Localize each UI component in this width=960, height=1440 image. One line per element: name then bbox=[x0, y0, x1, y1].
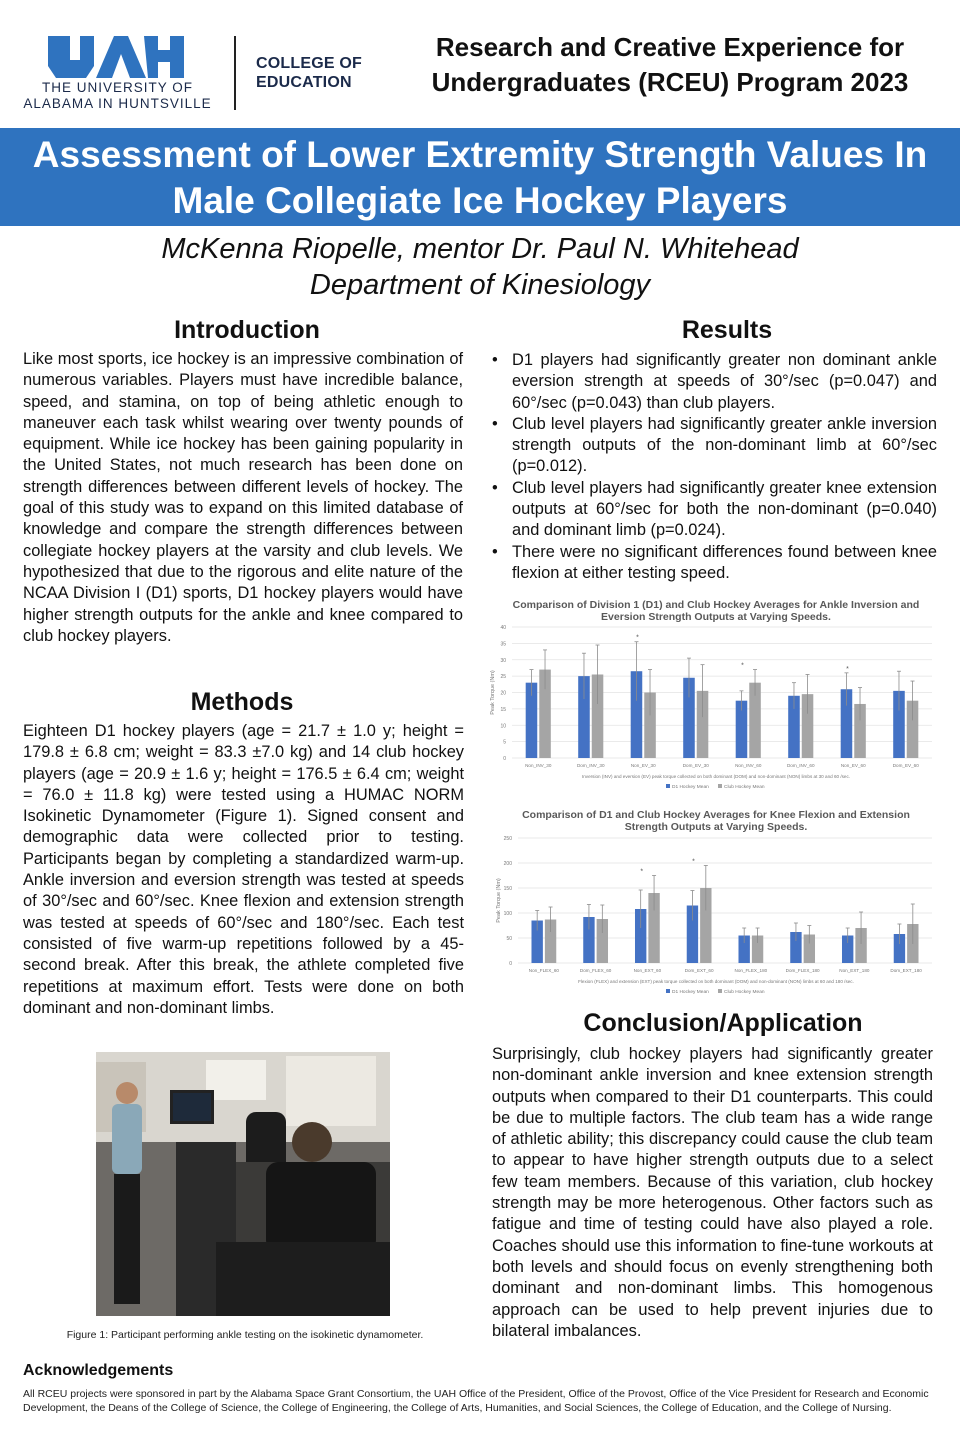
results-heading: Results bbox=[681, 316, 773, 344]
results-bullet: • Club level players had significantly greater ankle inversion strength outputs of the non-dominant limb at 60°/sec (p=0.012). bbox=[492, 414, 937, 478]
legend-swatch bbox=[666, 989, 670, 993]
program-title-line2: Undergraduates (RCEU) Program 2023 bbox=[431, 67, 909, 97]
x-tick-label: Non_EXT_180 bbox=[839, 968, 870, 973]
results-bullet: • Club level players had significantly greater knee extension outputs at 60°/sec for both the non-dominant (p=0.040) and dominant limb (p=0.024). bbox=[492, 478, 937, 542]
acknowledgements-text: All RCEU projects were sponsored in part by the Alabama Space Grant Consortium, the UAH Office of the President, Office of the Provost, Office of the Vice President for Research and Economic Development, the Deans of the College of Science, the College of Engineering, the College of Arts, Humanities, and Social Sciences, the College of Education, and the College of Nursing. bbox=[23, 1388, 929, 1414]
department-line: Department of Kinesiology bbox=[309, 269, 651, 301]
y-tick-label: 10 bbox=[500, 723, 506, 730]
poster-title-line1: Assessment of Lower Extremity Strength Values In bbox=[32, 134, 928, 175]
legend-label: Club Hockey Mean bbox=[724, 990, 765, 995]
methods-text: Eighteen D1 hockey players (age = 21.7 ± 1.0 y; height = 179.8 ± 6.8 cm; weight = 83.3 ±7.0 kg) and 14 club hockey players (age = 20.9 ± 1.6 y; height = 176.5 ± 6.4 cm; weight = 76.0 ± 11.8 kg) were tested using a HUMAC NORM Isokinetic Dynamometer (Figure 1). Signed consent and demographic data were collected prior to testing. Participants began by completing a standardized warm-up. Ankle inversion and eversion strength was tested at speeds of 30°/sec and 60°/sec. Knee flexion and extension strength was tested at speeds of 60°/sec and 180°/sec. Each test consisted of five warm-up repetitions followed by a 45-second break. After this break, the athlete completed five repetitions at maximum effort. Tests were done on both dominant and non-dominant limbs. bbox=[23, 722, 464, 1017]
y-tick-label: 15 bbox=[500, 706, 506, 713]
results-bullet: • There were no significant differences found between knee flexion at either testing speed. bbox=[492, 542, 937, 585]
x-tick-label: Non_EXT_60 bbox=[633, 968, 662, 973]
university-name-line1: THE UNIVERSITY OF bbox=[41, 80, 194, 95]
conclusion-heading: Conclusion/Application bbox=[583, 1009, 863, 1037]
x-tick-label: Dom_EXT_60 bbox=[684, 968, 714, 973]
chart-subtitle: Inversion (INV) and eversion (EV) peak torque collected on both dominant (DOM) and non-dominant (NON) limbs at 30 and 60 /sec. bbox=[581, 774, 851, 779]
x-tick-label: Dom_INV_60 bbox=[786, 763, 815, 768]
y-tick-label: 100 bbox=[503, 911, 512, 917]
significance-mark: * bbox=[741, 662, 744, 670]
y-tick-label: 30 bbox=[500, 657, 506, 664]
legend-swatch bbox=[666, 784, 670, 788]
significance-mark: * bbox=[636, 634, 639, 642]
knee-strength-chart bbox=[488, 806, 944, 1002]
chart-title: Comparison of Division 1 (D1) and Club Hockey Averages for Ankle Inversion and Eversion Strength Outputs at Varying Speeds. bbox=[512, 599, 920, 623]
x-tick-label: Dom_INV_30 bbox=[576, 763, 605, 768]
university-name-line2: ALABAMA IN HUNTSVILLE bbox=[23, 96, 212, 111]
header-divider bbox=[234, 36, 236, 110]
chart-subtitle: Flexion (FLEX) and extension (EXT) peak torque collected on both dominant (DOM) and non-dominant (NON) limbs at 60 and 180 /sec. bbox=[578, 979, 854, 984]
legend-swatch bbox=[718, 784, 722, 788]
introduction-heading: Introduction bbox=[174, 316, 320, 344]
x-tick-label: Non_FLEX_180 bbox=[734, 968, 768, 973]
x-tick-label: Dom_FLEX_180 bbox=[785, 968, 820, 973]
figure1-photo bbox=[96, 1052, 390, 1316]
author-line: McKenna Riopelle, mentor Dr. Paul N. Whitehead bbox=[161, 233, 799, 265]
y-tick-label: 0 bbox=[503, 756, 506, 762]
y-tick-label: 5 bbox=[503, 739, 506, 746]
results-list bbox=[492, 350, 937, 584]
conclusion-text: Surprisingly, club hockey players had significantly greater non-dominant ankle inversion and knee extension strength outputs when compared to their D1 counterparts. This could be due to multiple factors. The club team has a wide range of athletic ability; this discrepancy could cause the club team to appear to have higher strength outputs due to a select few team members. Because of this variation, club hockey strength may be more heterogenous. Other factors such as fatigue and time of testing could have also played a role. Coaches should use this information to fine-tune workouts at both levels and should focus on evenly strengthening both dominant and non-dominant limbs. This homogenous approach can be used to help prevent injuries due to bilateral imbalances. bbox=[492, 1045, 933, 1340]
y-tick-label: 20 bbox=[500, 690, 506, 697]
poster-title-line2: Male Collegiate Ice Hockey Players bbox=[172, 180, 788, 221]
chart-title: Comparison of D1 and Club Hockey Averages for Knee Flexion and Extension Strength Outputs at Varying Speeds. bbox=[522, 809, 910, 833]
uah-logo-icon bbox=[48, 36, 184, 78]
y-tick-label: 0 bbox=[509, 961, 512, 967]
ankle-strength-chart bbox=[488, 596, 944, 798]
results-bullet: • D1 players had significantly greater non dominant ankle eversion strength at speeds of 30°/sec (p=0.047) and 60°/sec (p=0.043) than club players. bbox=[492, 350, 937, 414]
x-tick-label: Dom_EV_60 bbox=[892, 763, 919, 768]
x-tick-label: Non_INV_60 bbox=[735, 763, 762, 768]
x-tick-label: Dom_EV_30 bbox=[682, 763, 709, 768]
significance-mark: * bbox=[692, 858, 695, 866]
x-tick-label: Non_FLEX_60 bbox=[528, 968, 559, 973]
legend-label: Club Hockey Mean bbox=[724, 785, 765, 790]
y-tick-label: 200 bbox=[503, 861, 512, 867]
y-tick-label: 25 bbox=[500, 674, 506, 681]
acknowledgements-heading: Acknowledgements bbox=[23, 1362, 174, 1379]
significance-mark: * bbox=[640, 868, 644, 876]
y-tick-label: 40 bbox=[500, 625, 506, 631]
x-tick-label: Non_EV_60 bbox=[840, 763, 866, 768]
y-tick-label: 250 bbox=[503, 836, 512, 842]
x-tick-label: Non_EV_30 bbox=[630, 763, 656, 768]
program-title-line1: Research and Creative Experience for bbox=[435, 32, 905, 62]
methods-heading: Methods bbox=[190, 688, 294, 716]
x-tick-label: Dom_FLEX_60 bbox=[579, 968, 612, 973]
y-tick-label: 35 bbox=[500, 641, 506, 648]
legend-label: D1 Hockey Mean bbox=[672, 990, 709, 995]
x-tick-label: Dom_EXT_180 bbox=[890, 968, 922, 973]
y-tick-label: 50 bbox=[506, 936, 512, 942]
figure1-caption: Figure 1: Participant performing ankle testing on the isokinetic dynamometer. bbox=[66, 1329, 424, 1341]
college-name-line2: EDUCATION bbox=[256, 74, 352, 91]
legend-label: D1 Hockey Mean bbox=[672, 785, 709, 790]
y-axis-label: Peak Torque (Nm) bbox=[490, 670, 496, 715]
x-tick-label: Non_INV_30 bbox=[525, 763, 552, 768]
college-name-line1: COLLEGE OF bbox=[256, 55, 362, 72]
legend-swatch bbox=[718, 989, 722, 993]
y-axis-label: Peak Torque (Nm) bbox=[496, 878, 502, 923]
introduction-text: Like most sports, ice hockey is an impressive combination of numerous variables. Players must have incredible balance, speed, and stamina, on top of being athletic enough to maneuver each task whilst wearing over twenty pounds of equipment. While ice hockey has been gaining popularity in the United States, not much research has been done on strength differences between different levels of hockey. The goal of this study was to expand on this limited database of knowledge and compare the strength differences between collegiate hockey players at the varsity and club levels. We hypothesized that due to the rigorous and elite nature of the NCAA Division I (D1) sports, D1 hockey players would have higher strength outputs for the ankle and knee compared to club hockey players. bbox=[23, 350, 463, 645]
y-tick-label: 150 bbox=[503, 886, 512, 892]
significance-mark: * bbox=[846, 665, 849, 673]
